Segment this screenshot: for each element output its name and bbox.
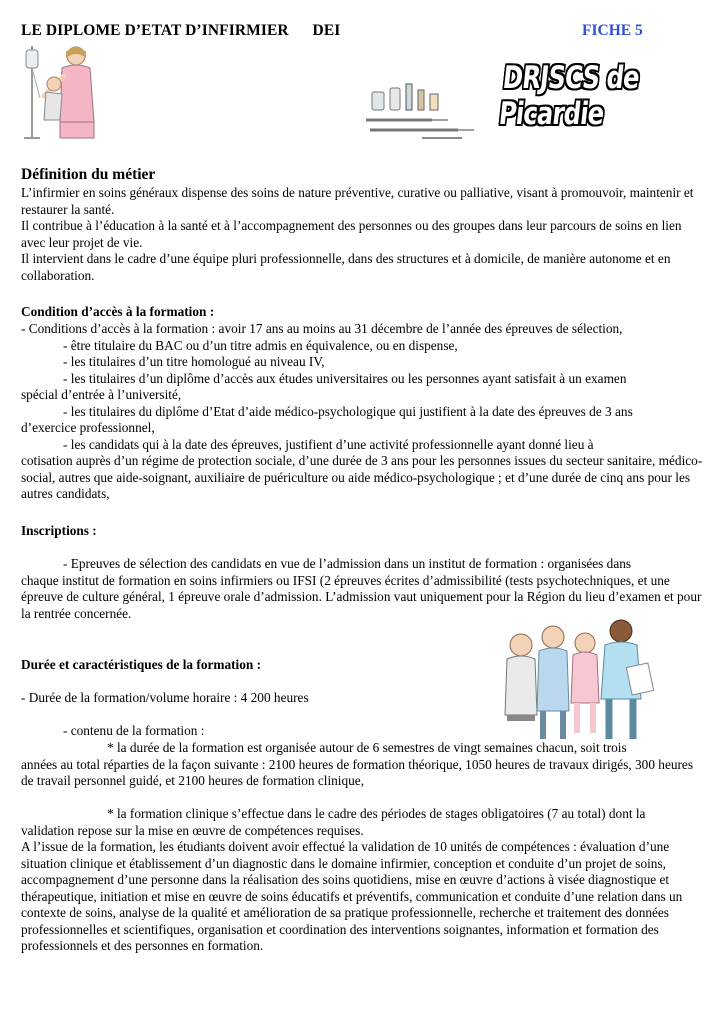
access-item-continuation: spécial d’entrée à l’université, [21, 387, 182, 402]
access-item: - les titulaires d’un diplôme d’accès aux études universitaires ou les personnes ayant satisfait à un examen [63, 370, 627, 386]
duration-content-label [21, 723, 491, 740]
access-title: Condition d’accès à la formation : [21, 304, 215, 319]
duration-volume: - Durée de la formation/volume horaire : 4 200 heures [21, 690, 309, 705]
inscriptions-body [21, 556, 706, 622]
drjscs-logo-text: DRJSCS de Picardie [497, 60, 641, 132]
access-item: - être titulaire du BAC ou d’un titre admis en équivalence, ou en dispense, [63, 337, 458, 353]
access-intro: - Conditions d’accès à la formation : avoir 17 ans au moins au 31 décembre de l’année des épreuves de sélection, [21, 321, 623, 336]
inscriptions-rest: chaque institut de formation en soins infirmiers ou IFSI (2 épreuves écrites d’admissibilité (tests psychotechniques, et une épreuve de culture général, 1 épreuve orale d’admission. L’admission vaut uniquement pour la Région du lieu d’examen et pour la rentrée concernée. [21, 572, 702, 621]
content-label: - contenu de la formation : [63, 723, 205, 738]
access-item: - les candidats qui à la date des épreuves, justifient d’une activité professionnelle ayant donné lieu à [63, 436, 594, 452]
access-item: - les titulaires d’un titre homologué au niveau IV, [63, 354, 325, 369]
access-item-continuation: d’exercice professionnel, [21, 420, 155, 435]
clinical-rest: validation repose sur la mise en œuvre de compétences requises. [21, 822, 364, 838]
duration-title: Durée et caractéristiques de la formation : [21, 657, 262, 672]
definition-paragraph: Il contribue à l’éducation à la santé et à l’accompagnement des personnes ou des groupes dans leur parcours de soins en lien avec leur projet de vie. [21, 218, 682, 250]
medical-team-illustration [497, 615, 665, 743]
fiche-number: FICHE 5 [582, 22, 643, 39]
competences-paragraph: A l’issue de la formation, les étudiants doivent avoir effectué la validation de 10 unités de compétences : évaluation d’une situation clinique et établissement d’un diagnostic dans le domaine infirmier, conception et conduite d’un projet de soins, accompagnement d’une personne dans la réalisation des soins quotidiens, mise en œuvre d’actions à visée diagnostique et thérapeutique, initiation et mise en œuvre de soins éducatifs et préventifs, communication et conduite d’une relation dans un contexte de soins, analyse de la qualité et amélioration de sa pratique professionnelle, recherche et traitement des données professionnelles et scientifiques, organisation et coordination des interventions soignantes, information et formation des professionnels et des personnes en formation. [21, 839, 683, 953]
document-title: LE DIPLOME D’ETAT D’INFIRMIER DEI [21, 22, 341, 39]
access-item-continuation: cotisation auprès d’un régime de protection sociale, d’une durée de 3 ans pour les personnes issues du secteur sanitaire, médico-social, autres que aide-soignant, auxiliaire de puériculture ou aide médico-psychologique ; et d’une durée de cinq ans pour les autres candidats, [21, 453, 703, 501]
semesters-rest: années au total réparties de la façon suivante : 2100 heures de formation théorique, 1050 heures de travaux dirigés, 300 heures de travail personnel guidé, et 2100 heures de formation clinique, [21, 756, 693, 788]
duration-semesters [21, 740, 706, 790]
nurse-with-iv-drip-illustration [20, 42, 104, 142]
access-item: - les titulaires du diplôme d’Etat d’aide médico-psychologique qui justifient à la date des épreuves de 3 ans [63, 403, 633, 419]
definition-paragraph: Il intervient dans le cadre d’une équipe pluri professionnelle, dans des structures et à domicile, de manière autonome et en collaboration. [21, 251, 671, 283]
definition-paragraph: L’infirmier en soins généraux dispense des soins de nature préventive, curative ou palliative, visant à promouvoir, maintenir et restaurer la santé. [21, 185, 694, 217]
duration-clinical [21, 806, 706, 955]
inscriptions-lead: - Epreuves de sélection des candidats en vue de l’admission dans un institut de formation : organisées dans [63, 556, 632, 571]
access-body [21, 321, 706, 503]
medical-equipment-illustration [362, 80, 478, 142]
definition-title: Définition du métier [21, 166, 156, 183]
semesters-lead: * la durée de la formation est organisée autour de 6 semestres de vingt semaines chacun, soit trois [107, 740, 627, 755]
clinical-lead: * la formation clinique s’effectue dans le cadre des périodes de stages obligatoires (7 au total) dont la [107, 806, 646, 821]
inscriptions-title: Inscriptions : [21, 523, 97, 538]
definition-body [21, 185, 706, 284]
